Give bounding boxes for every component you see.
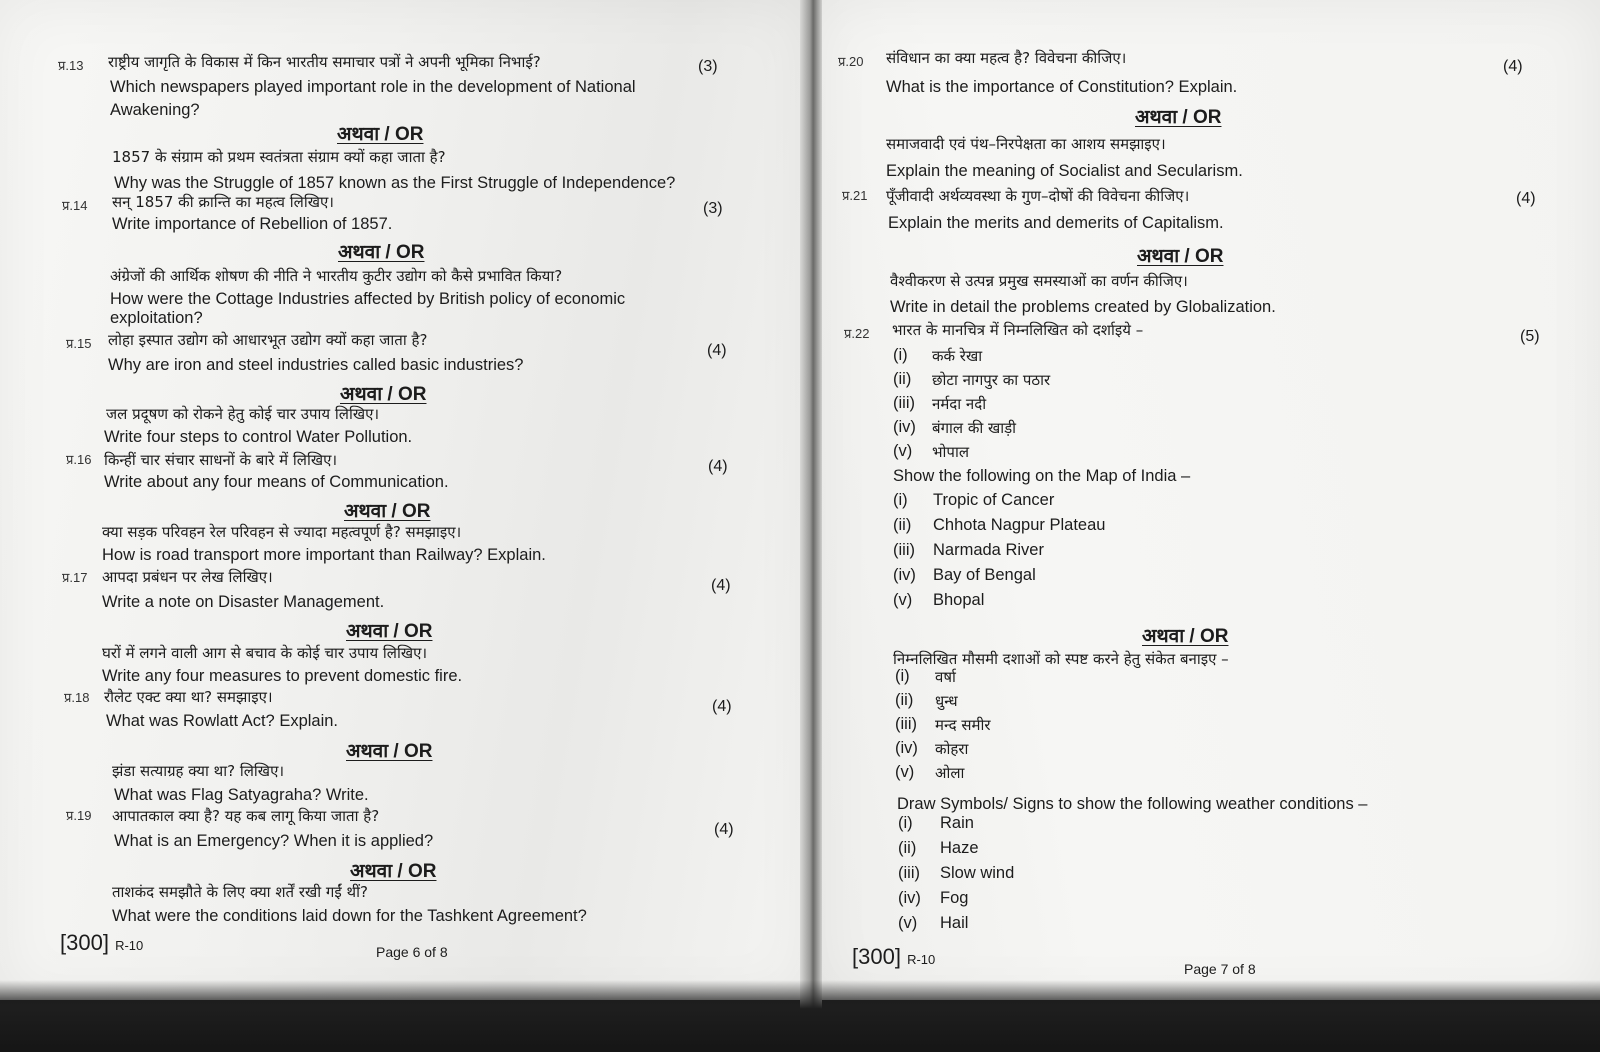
alternative-hindi: निम्नलिखित मौसमी दशाओं को स्पष्ट करने हेतु संकेत बनाइए – [893, 650, 1229, 668]
question-marks: (5) [1520, 328, 1540, 345]
list-item-number: (i) [898, 814, 913, 832]
list-item: बंगाल की खाड़ी [932, 419, 1017, 437]
book-gutter [800, 0, 822, 1052]
question-number: प्र.21 [842, 188, 868, 203]
list-item-number: (iii) [893, 394, 915, 412]
list-item-number: (iv) [895, 739, 918, 757]
list-item-number: (iii) [898, 864, 920, 882]
alternative-hindi: क्या सड़क परिवहन रेल परिवहन से ज्यादा महत्वपूर्ण है? समझाइए। [102, 523, 462, 541]
alternative-english: Write four steps to control Water Pollution. [104, 428, 413, 446]
or-label: अथवा / OR [344, 501, 431, 522]
alternative-english: exploitation? [110, 309, 203, 327]
list-item-number: (v) [898, 914, 918, 932]
list-item: भोपाल [932, 443, 970, 461]
alternative-english: Explain the meaning of Socialist and Secularism. [886, 162, 1243, 180]
list-item: Tropic of Cancer [933, 491, 1055, 509]
question-english: Explain the merits and demerits of Capitalism. [888, 214, 1224, 232]
list-item-number: (ii) [893, 516, 912, 534]
list-item: वर्षा [935, 668, 956, 686]
list-item: मन्द समीर [935, 716, 991, 734]
list-item: Fog [940, 889, 969, 907]
alternative-english: Why was the Struggle of 1857 known as the First Struggle of Independence? [114, 174, 676, 192]
list-item-number: (iii) [895, 715, 917, 733]
or-label: अथवा / OR [1142, 626, 1229, 647]
question-marks: (3) [703, 200, 723, 217]
question-english: Which newspapers played important role in the development of National [110, 78, 636, 96]
paper-code: [300] R-10 [852, 944, 936, 969]
question-number: प्र.19 [66, 808, 92, 823]
question-hindi: आपातकाल क्या है? यह कब लागू किया जाता है? [112, 807, 380, 825]
question-number: प्र.15 [66, 336, 92, 351]
list-item-number: (iii) [893, 541, 915, 559]
list-item: धुन्ध [935, 692, 958, 710]
question-hindi: लोहा इस्पात उद्योग को आधारभूत उद्योग क्यों कहा जाता है? [108, 331, 428, 349]
alternative-hindi: ताशकंद समझौते के लिए क्या शर्तें रखी गईं थीं? [112, 883, 368, 901]
question-english: What was Rowlatt Act? Explain. [106, 712, 339, 730]
list-item-number: (v) [893, 591, 913, 609]
question-number: प्र.14 [62, 198, 88, 213]
question-marks: (4) [708, 458, 728, 475]
question-hindi: सन् 1857 की क्रान्ति का महत्व लिखिए। [112, 193, 334, 211]
question-marks: (4) [714, 821, 734, 838]
question-number: प्र.13 [58, 58, 84, 73]
list-item: Bay of Bengal [933, 566, 1036, 584]
list-item: ओला [935, 764, 965, 782]
list-item-number: (ii) [895, 691, 914, 709]
question-number: प्र.17 [62, 570, 88, 585]
question-hindi: भारत के मानचित्र में निम्नलिखित को दर्शाइये – [892, 321, 1144, 339]
list-item: Chhota Nagpur Plateau [933, 516, 1106, 534]
list-item: कोहरा [935, 740, 969, 758]
question-hindi: रौलेट एक्ट क्या था? समझाइए। [104, 688, 273, 706]
alternative-english: What were the conditions laid down for the Tashkent Agreement? [112, 907, 587, 925]
list-item-number: (v) [895, 763, 915, 781]
list-item-number: (i) [893, 491, 908, 509]
or-label: अथवा / OR [1135, 107, 1222, 128]
or-label: अथवा / OR [337, 124, 424, 145]
list-item-number: (iv) [893, 418, 916, 436]
list-item-number: (i) [895, 667, 910, 685]
question-marks: (4) [1516, 190, 1536, 207]
alternative-english: Write in detail the problems created by Globalization. [890, 298, 1276, 316]
question-marks: (4) [707, 342, 727, 359]
list-item: Narmada River [933, 541, 1044, 559]
list-item-number: (iv) [893, 566, 916, 584]
or-label: अथवा / OR [340, 384, 427, 405]
or-label: अथवा / OR [346, 621, 433, 642]
list-item-number: (ii) [898, 839, 917, 857]
alternative-hindi: झंडा सत्याग्रह क्या था? लिखिए। [112, 762, 285, 780]
list-item-number: (iv) [898, 889, 921, 907]
page-number: Page 6 of 8 [376, 944, 448, 960]
list-item-number: (ii) [893, 370, 912, 388]
alternative-hindi: 1857 के संग्राम को प्रथम स्वतंत्रता संग्राम क्यों कहा जाता है? [112, 148, 446, 166]
alternative-english: Write any four measures to prevent domestic fire. [102, 667, 463, 685]
question-english: What is the importance of Constitution? Explain. [886, 78, 1238, 96]
question-hindi: किन्हीं चार संचार साधनों के बारे में लिखिए। [104, 451, 338, 469]
question-english: Write about any four means of Communication. [104, 473, 449, 491]
list-item: Hail [940, 914, 969, 932]
question-number: प्र.16 [66, 452, 92, 467]
list-item: Bhopal [933, 591, 985, 609]
question-english: Write a note on Disaster Management. [102, 593, 385, 611]
list-item-number: (i) [893, 346, 908, 364]
alternative-english: Draw Symbols/ Signs to show the following weather conditions – [897, 795, 1368, 813]
paper-code: [300] R-10 [60, 930, 144, 955]
alternative-hindi: जल प्रदूषण को रोकने हेतु कोई चार उपाय लिखिए। [106, 405, 380, 423]
list-item: छोटा नागपुर का पठार [932, 371, 1051, 389]
list-item: Rain [940, 814, 974, 832]
question-hindi: आपदा प्रबंधन पर लेख लिखिए। [102, 568, 273, 586]
question-english: Write importance of Rebellion of 1857. [112, 215, 393, 233]
question-marks: (4) [712, 698, 732, 715]
question-number: प्र.22 [844, 326, 870, 341]
or-label: अथवा / OR [338, 242, 425, 263]
question-hindi: संविधान का क्या महत्व है? विवेचना कीजिए। [886, 49, 1127, 67]
list-item: नर्मदा नदी [932, 395, 987, 413]
page-number: Page 7 of 8 [1184, 961, 1256, 977]
alternative-english: What was Flag Satyagraha? Write. [114, 786, 369, 804]
alternative-hindi: अंग्रेजों की आर्थिक शोषण की नीति ने भारतीय कुटीर उद्योग को कैसे प्रभावित किया? [110, 267, 563, 285]
or-label: अथवा / OR [1137, 246, 1224, 267]
list-item: Haze [940, 839, 979, 857]
alternative-hindi: घरों में लगने वाली आग से बचाव के कोई चार उपाय लिखिए। [102, 644, 428, 662]
question-english: Show the following on the Map of India – [893, 467, 1191, 485]
list-item-number: (v) [893, 442, 913, 460]
alternative-english: How were the Cottage Industries affected by British policy of economic [110, 290, 626, 308]
or-label: अथवा / OR [346, 741, 433, 762]
question-marks: (4) [1503, 58, 1523, 75]
alternative-hindi: वैश्वीकरण से उत्पन्न प्रमुख समस्याओं का वर्णन कीजिए। [890, 272, 1188, 290]
or-label: अथवा / OR [350, 861, 437, 882]
question-english: What is an Emergency? When it is applied? [114, 832, 434, 850]
list-item: कर्क रेखा [932, 347, 983, 365]
alternative-english: How is road transport more important than Railway? Explain. [102, 546, 546, 564]
alternative-hindi: समाजवादी एवं पंथ–निरपेक्षता का आशय समझाइए। [886, 135, 1166, 153]
question-hindi: राष्ट्रीय जागृति के विकास में किन भारतीय समाचार पत्रों ने अपनी भूमिका निभाई? [108, 53, 541, 71]
question-number: प्र.18 [64, 690, 90, 705]
list-item: Slow wind [940, 864, 1015, 882]
question-marks: (3) [698, 58, 718, 75]
question-hindi: पूँजीवादी अर्थव्यवस्था के गुण–दोषों की विवेचना कीजिए। [886, 187, 1190, 205]
bottom-shadow [0, 980, 1600, 1052]
question-english: Awakening? [110, 101, 200, 119]
question-english: Why are iron and steel industries called basic industries? [108, 356, 524, 374]
question-number: प्र.20 [838, 54, 864, 69]
question-marks: (4) [711, 577, 731, 594]
